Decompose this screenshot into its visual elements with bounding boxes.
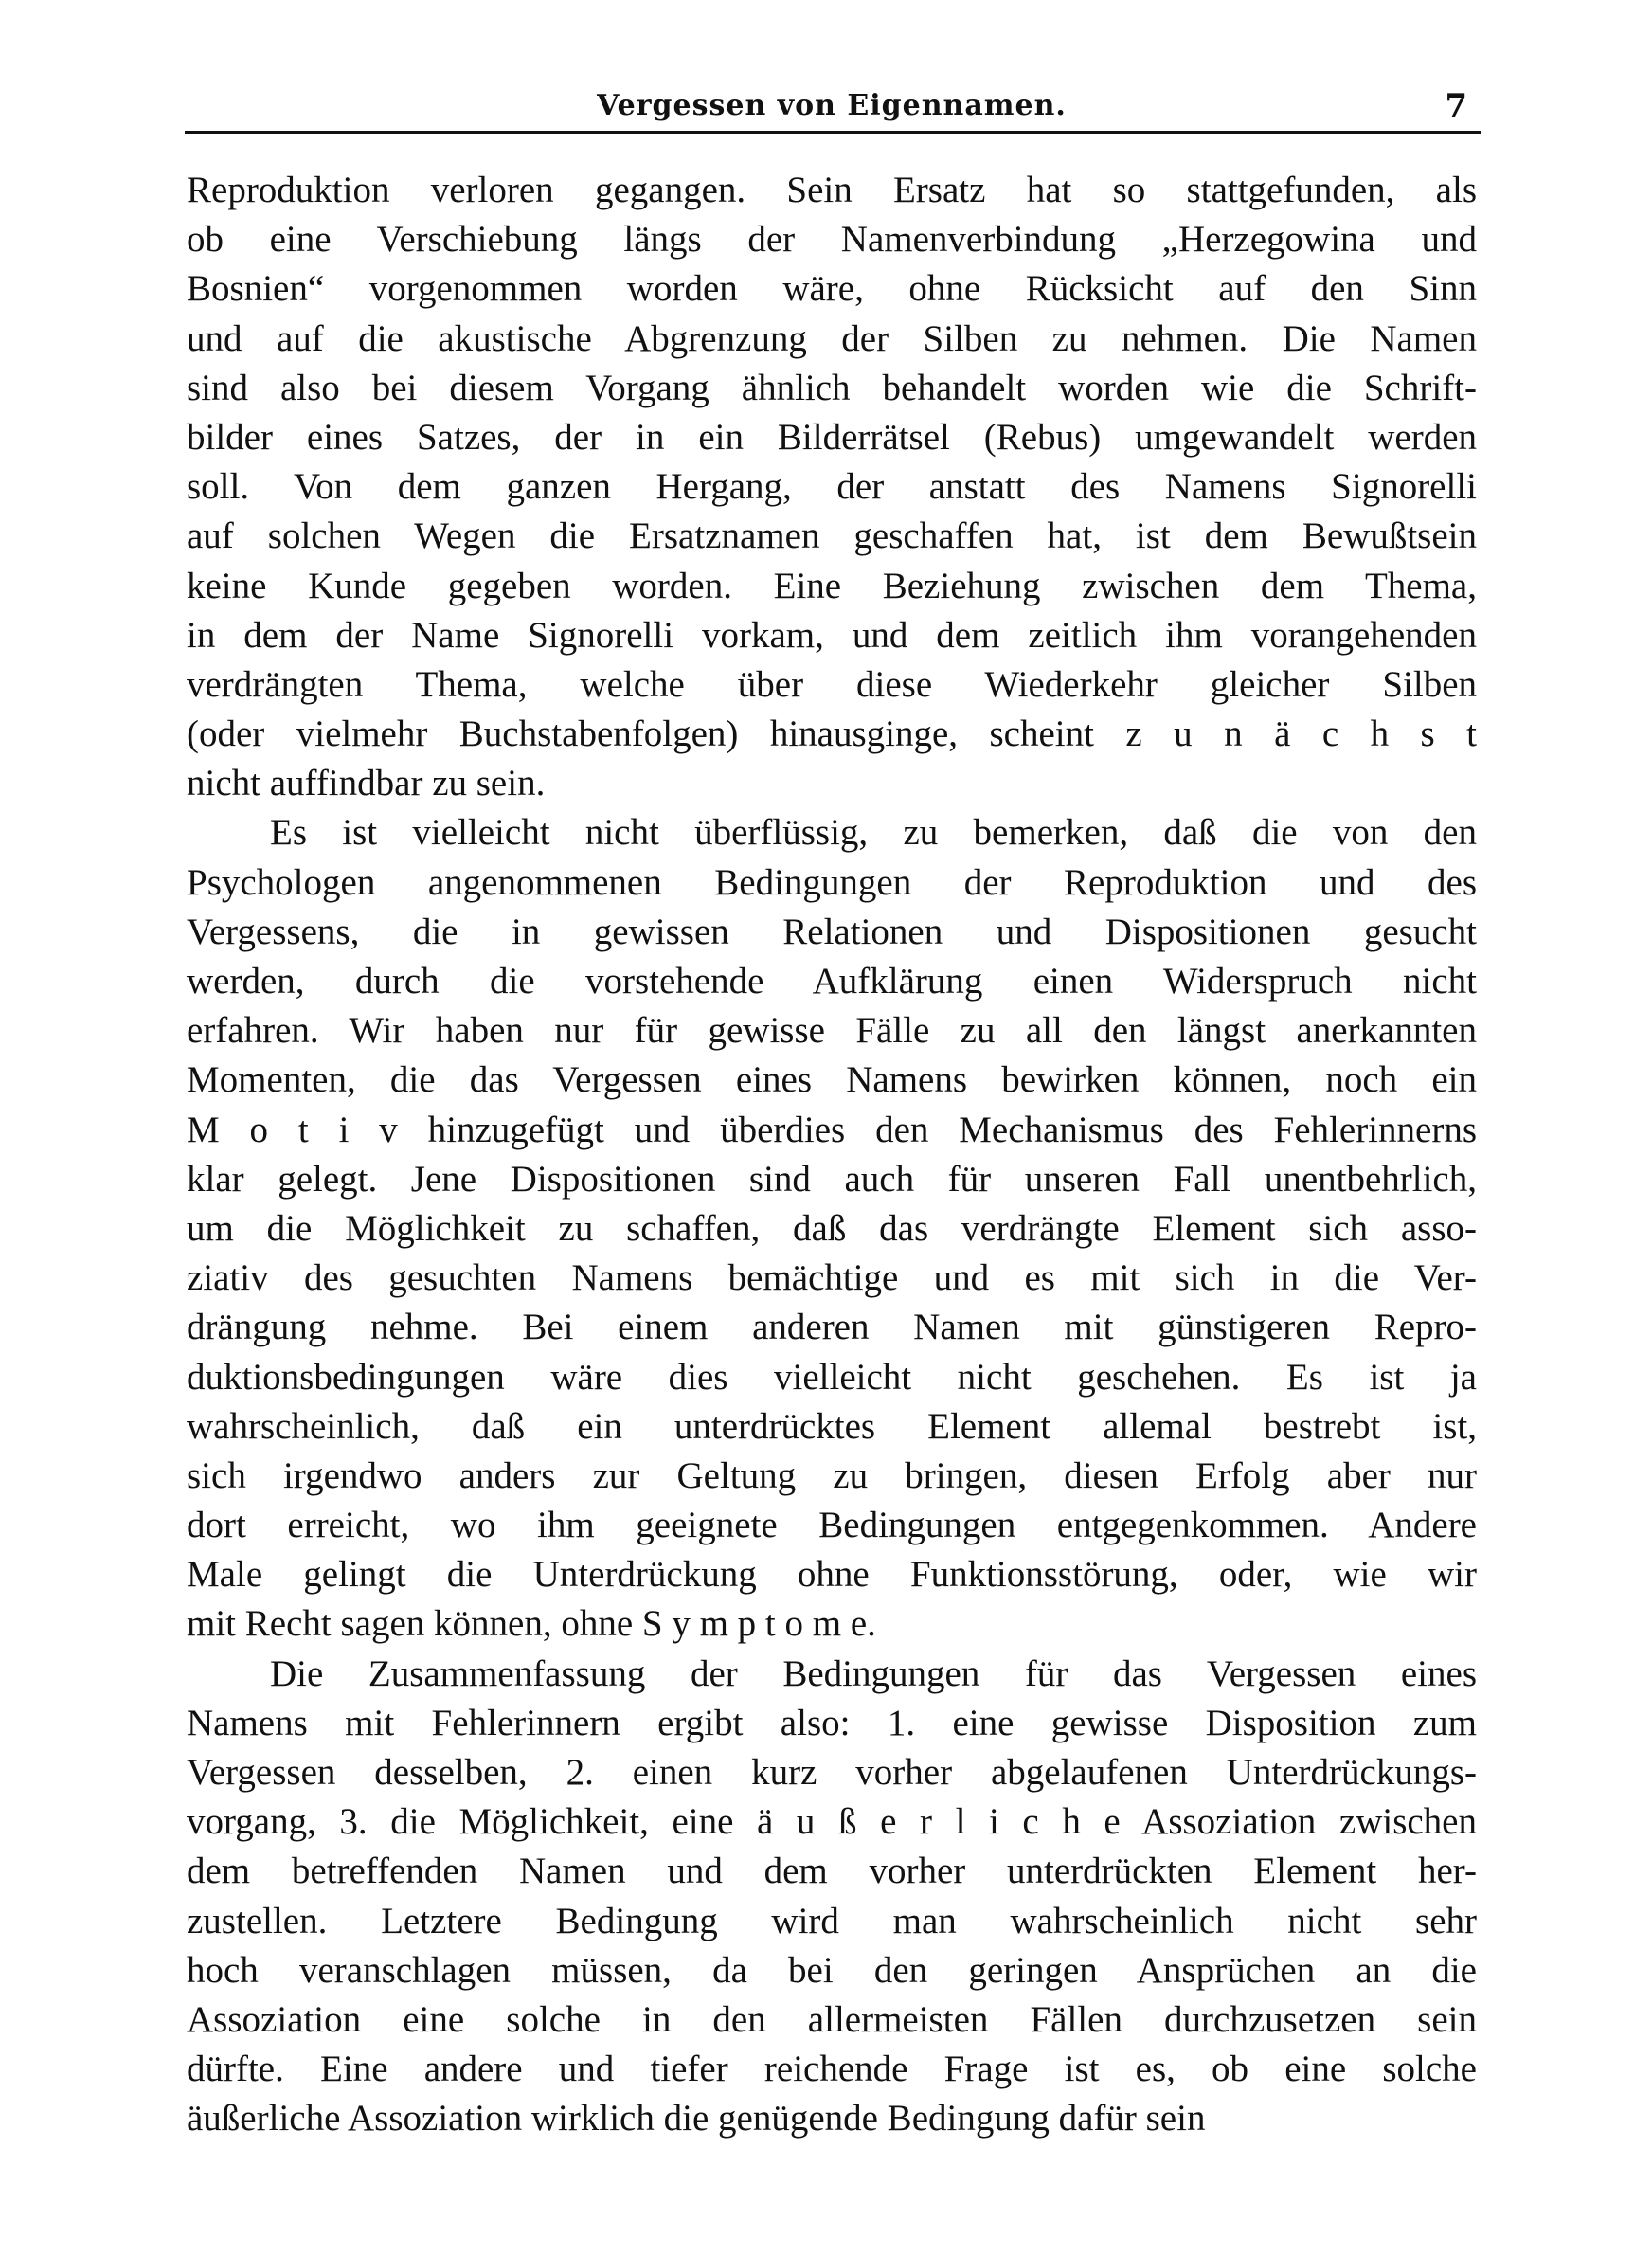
text-line: M o t i v hinzugefügt und überdies den Mechanismus des Fehlerinnerns: [187, 1109, 1477, 1150]
text-line: werden, durch die vorstehende Aufklärung einen Widerspruch nicht: [187, 961, 1477, 1002]
text-line: dem betreffenden Namen und dem vorher unterdrückten Element her-: [187, 1851, 1477, 1892]
text-line: sind also bei diesem Vorgang ähnlich behandelt worden wie die Schrift-: [187, 367, 1477, 408]
header-rule: [185, 131, 1481, 134]
text-line: klar gelegt. Jene Dispositionen sind auch für unseren Fall unentbehrlich,: [187, 1158, 1477, 1200]
text-line: Vergessen desselben, 2. einen kurz vorher abgelaufenen Unterdrückungs-: [187, 1752, 1477, 1793]
text-line: in dem der Name Signorelli vorkam, und dem zeitlich ihm vorangehenden: [187, 614, 1477, 656]
text-line: hoch veranschlagen müssen, da bei den geringen Ansprüchen an die: [187, 1949, 1477, 1991]
running-header: [187, 87, 1477, 135]
text-line: dürfte. Eine andere und tiefer reichende Frage ist es, ob eine solche: [187, 2049, 1477, 2090]
text-line: dort erreicht, wo ihm geeignete Bedingungen entgegenkommen. Andere: [187, 1505, 1477, 1546]
text-line: erfahren. Wir haben nur für gewisse Fälle zu all den längst anerkannten: [187, 1010, 1477, 1052]
text-line: bilder eines Satzes, der in ein Bilderrätsel (Rebus) umgewandelt werden: [187, 416, 1477, 458]
text-line: Psychologen angenommenen Bedingungen der Reproduktion und des: [187, 861, 1477, 903]
text-line: mit Recht sagen können, ohne S y m p t o m e.: [187, 1603, 876, 1645]
text-line: Vergessens, die in gewissen Relationen und Dispositionen gesucht: [187, 911, 1477, 952]
text-line: Reproduktion verloren gegangen. Sein Ersatz hat so stattgefunden, als: [187, 170, 1477, 210]
page-number: 7: [1445, 87, 1467, 125]
text-line: ob eine Verschiebung längs der Namenverbindung „Herzegowina und: [187, 219, 1477, 261]
text-line: zustellen. Letztere Bedingung wird man wahrscheinlich nicht sehr: [187, 1900, 1477, 1941]
text-line: Die Zusammenfassung der Bedingungen für das Vergessen eines: [270, 1652, 1477, 1694]
text-line: nicht auffindbar zu sein.: [187, 763, 546, 804]
text-line: vorgang, 3. die Möglichkeit, eine ä u ß e r l i c h e Assoziation zwischen: [187, 1801, 1477, 1843]
running-title: Vergessen von Eigennamen.: [597, 89, 1067, 122]
text-line: um die Möglichkeit zu schaffen, daß das verdrängte Element sich asso-: [187, 1207, 1477, 1249]
text-line: sich irgendwo anders zur Geltung zu bringen, diesen Erfolg aber nur: [187, 1454, 1477, 1496]
body-text: [187, 166, 1477, 2144]
text-line: Bosnien“ vorgenommen worden wäre, ohne Rücksicht auf den Sinn: [187, 268, 1477, 310]
text-line: ziativ des gesuchten Namens bemächtige und es mit sich in die Ver-: [187, 1257, 1477, 1299]
text-line: Male gelingt die Unterdrückung ohne Funktionsstörung, oder, wie wir: [187, 1554, 1477, 1596]
text-line: verdrängten Thema, welche über diese Wiederkehr gleicher Silben: [187, 663, 1477, 705]
text-line: Assoziation eine solche in den allermeisten Fällen durchzusetzen sein: [187, 1998, 1477, 2040]
text-line: Namens mit Fehlerinnern ergibt also: 1. eine gewisse Disposition zum: [187, 1702, 1477, 1743]
text-line: keine Kunde gegeben worden. Eine Beziehung zwischen dem Thema,: [187, 565, 1477, 606]
text-line: (oder vielmehr Buchstabenfolgen) hinausginge, scheint z u n ä c h s t: [187, 713, 1477, 755]
text-line: Momenten, die das Vergessen eines Namens bewirken können, noch ein: [187, 1059, 1477, 1101]
text-line: auf solchen Wegen die Ersatznamen geschaffen hat, ist dem Bewußtsein: [187, 515, 1477, 557]
text-line: duktionsbedingungen wäre dies vielleicht nicht geschehen. Es ist ja: [187, 1356, 1477, 1398]
text-line: soll. Von dem ganzen Hergang, der anstatt des Namens Signorelli: [187, 466, 1477, 508]
text-line: äußerliche Assoziation wirklich die genügende Bedingung dafür sein: [187, 2098, 1206, 2140]
paragraph: [187, 166, 1477, 808]
paragraph: [187, 1650, 1477, 2144]
paragraph: [187, 808, 1477, 1649]
text-line: und auf die akustische Abgrenzung der Silben zu nehmen. Die Namen: [187, 317, 1477, 359]
text-line: Es ist vielleicht nicht überflüssig, zu bemerken, daß die von den: [270, 812, 1477, 854]
text-line: drängung nehme. Bei einem anderen Namen mit günstigeren Repro-: [187, 1307, 1477, 1348]
text-line: wahrscheinlich, daß ein unterdrücktes Element allemal bestrebt ist,: [187, 1405, 1477, 1447]
